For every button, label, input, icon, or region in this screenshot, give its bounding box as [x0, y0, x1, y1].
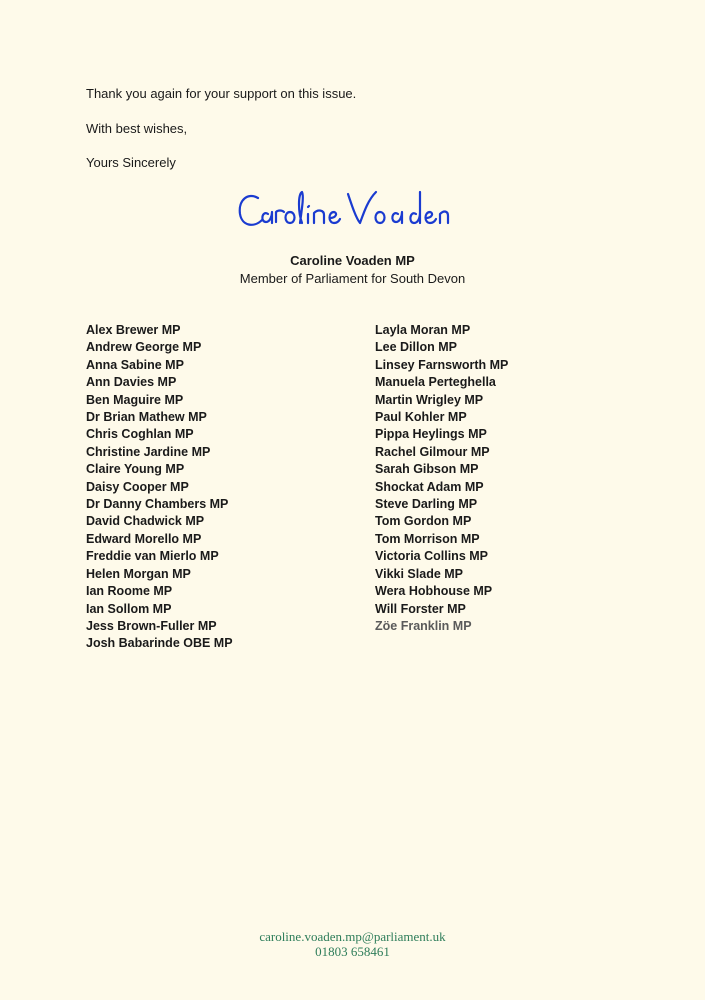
signatories-left-column: [86, 322, 233, 653]
signatory-list-item: Anna Sabine MP: [86, 357, 184, 372]
closing-wishes: With best wishes,: [86, 121, 188, 136]
signature-image: [232, 178, 452, 238]
contact-footer: [0, 929, 705, 959]
signatory-list-item: Sarah Gibson MP: [375, 462, 479, 477]
signatory-list-item: Linsey Farnsworth MP: [375, 357, 509, 372]
signatory-list-item: Paul Kohler MP: [375, 410, 467, 425]
signatory-list-item: Wera Hobhouse MP: [375, 584, 493, 599]
signatory-role: Member of Parliament for South Devon: [239, 271, 466, 286]
signatory-list-item: Zöe Franklin MP: [375, 618, 472, 633]
signatory-list-item: Shockat Adam MP: [375, 479, 484, 494]
signatory-list-item: Lee Dillon MP: [375, 340, 457, 355]
contact-phone: 01803 658461: [315, 944, 390, 959]
signatory-list-item: Claire Young MP: [86, 462, 185, 477]
signatory-list-item: Josh Babarinde OBE MP: [86, 636, 233, 651]
signatory-list-item: Tom Morrison MP: [375, 531, 480, 546]
signatory-list-item: Martin Wrigley MP: [375, 392, 484, 407]
signatory-list-item: Ann Davies MP: [86, 375, 177, 390]
signatory-list-item: David Chadwick MP: [86, 514, 205, 529]
closing-sincerely: Yours Sincerely: [86, 155, 176, 170]
signatory-list-item: Chris Coghlan MP: [86, 427, 194, 442]
signatory-list-item: Jess Brown-Fuller MP: [86, 618, 217, 633]
signatory-list-item: Vikki Slade MP: [375, 566, 464, 581]
signatory-list-item: Pippa Heylings MP: [375, 427, 487, 442]
signatory-list-item: Dr Danny Chambers MP: [86, 497, 229, 512]
signatory-list-item: Ben Maguire MP: [86, 392, 184, 407]
signatory-list-item: Steve Darling MP: [375, 497, 478, 512]
signatory-list-item: Andrew George MP: [86, 340, 202, 355]
signatories-right-column: [375, 322, 508, 635]
signatory-list-item: Ian Roome MP: [86, 584, 173, 599]
signatory-list-item: Victoria Collins MP: [375, 549, 488, 564]
signatory-list-item: Alex Brewer MP: [86, 323, 181, 337]
signatory-list-item: Edward Morello MP: [86, 531, 202, 546]
closing-thanks: Thank you again for your support on this issue.: [86, 86, 357, 101]
signatory-list-item: Layla Moran MP: [375, 323, 471, 337]
signatory-list-item: Manuela Perteghella: [375, 375, 496, 390]
signatory-name: Caroline Voaden MP: [290, 253, 415, 268]
signatory-list-item: Helen Morgan MP: [86, 566, 191, 581]
signatory-list-item: Freddie van Mierlo MP: [86, 549, 219, 564]
signatory-list-item: Ian Sollom MP: [86, 601, 172, 616]
signatory-list-item: Dr Brian Mathew MP: [86, 410, 207, 425]
contact-email: caroline.voaden.mp@parliament.uk: [259, 929, 446, 944]
handwritten-signature: [232, 178, 452, 238]
signatory-list-item: Rachel Gilmour MP: [375, 444, 490, 459]
signatory-list-item: Christine Jardine MP: [86, 444, 211, 459]
signatory-list-item: Will Forster MP: [375, 601, 466, 616]
signatory-list-item: Tom Gordon MP: [375, 514, 472, 529]
signatory-list-item: Daisy Cooper MP: [86, 479, 189, 494]
